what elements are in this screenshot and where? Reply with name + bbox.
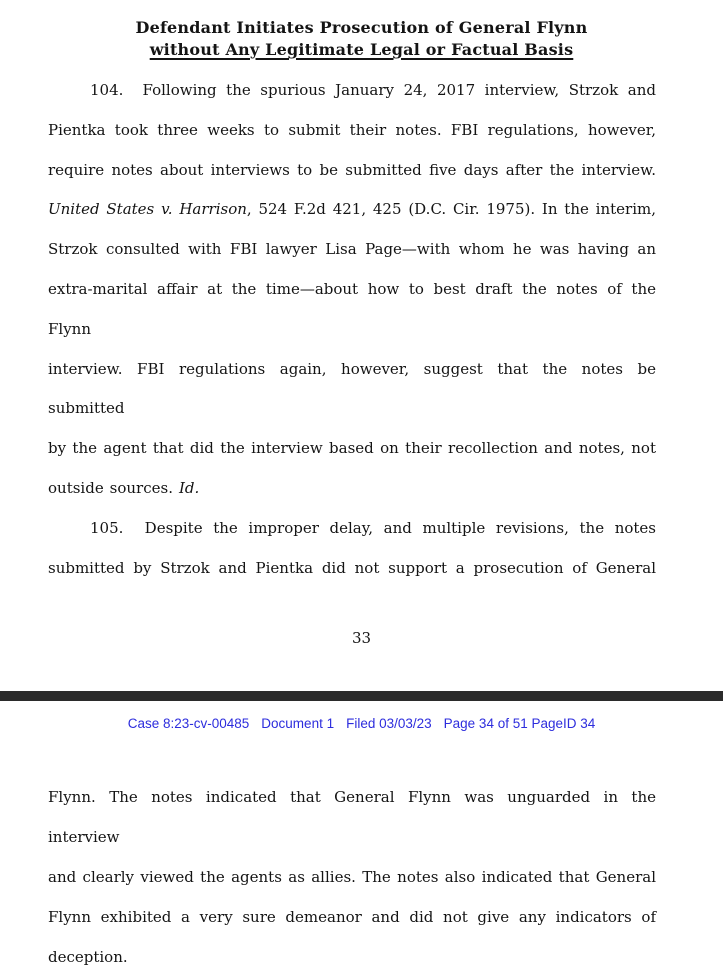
text-line: deception. (48, 947, 128, 966)
text-line: require notes about interviews to be submitted five days after the interview. (48, 160, 656, 179)
text-line: by the agent that did the interview based on their recollection and notes, not (48, 439, 656, 458)
text-line: United States v. Harrison, 524 F.2d 421, 425 (D.C. Cir. 1975). In the interim, (48, 200, 657, 219)
text-line: Strzok consulted with FBI lawyer Lisa Page—with whom he was having an (48, 240, 656, 259)
stamp-page-info: Page 34 of 51 PageID 34 (443, 716, 596, 732)
stamp-document-number: Document 1 (261, 716, 335, 732)
court-filing-stamp (0, 715, 723, 732)
text-line: outside sources. Id. (48, 478, 200, 497)
page-34-paragraph (48, 778, 656, 977)
text-line: interview. FBI regulations again, however, suggest that the notes be submitted (48, 359, 656, 418)
text-line: 104. Following the spurious January 24, 2017 interview, Strzok and (90, 81, 656, 99)
section-heading (0, 0, 723, 61)
page-divider-bar (0, 691, 723, 701)
text-line: Flynn exhibited a very sure demeanor and did not give any indicators of (48, 907, 656, 926)
text-line: submitted by Strzok and Pientka did not support a prosecution of General (48, 558, 656, 577)
text-line: extra-marital affair at the time—about how to best draft the notes of the Flynn (48, 279, 656, 338)
text-line: Flynn. The notes indicated that General Flynn was unguarded in the interview (48, 788, 656, 847)
page-number: 33 (351, 629, 372, 648)
paragraph-104 (48, 71, 656, 509)
stamp-case-number: Case 8:23-cv-00485 (127, 716, 250, 732)
heading-line-2: without Any Legitimate Legal or Factual Basis (149, 40, 574, 59)
heading-line-1: Defendant Initiates Prosecution of General Flynn (135, 18, 588, 37)
paragraph-105 (48, 509, 656, 589)
text-line: and clearly viewed the agents as allies. The notes also indicated that General (48, 867, 656, 886)
text-line: Pientka took three weeks to submit their notes. FBI regulations, however, (48, 120, 656, 139)
stamp-filed-date: Filed 03/03/23 (346, 716, 432, 732)
text-line: 105. Despite the improper delay, and multiple revisions, the notes (90, 518, 656, 537)
